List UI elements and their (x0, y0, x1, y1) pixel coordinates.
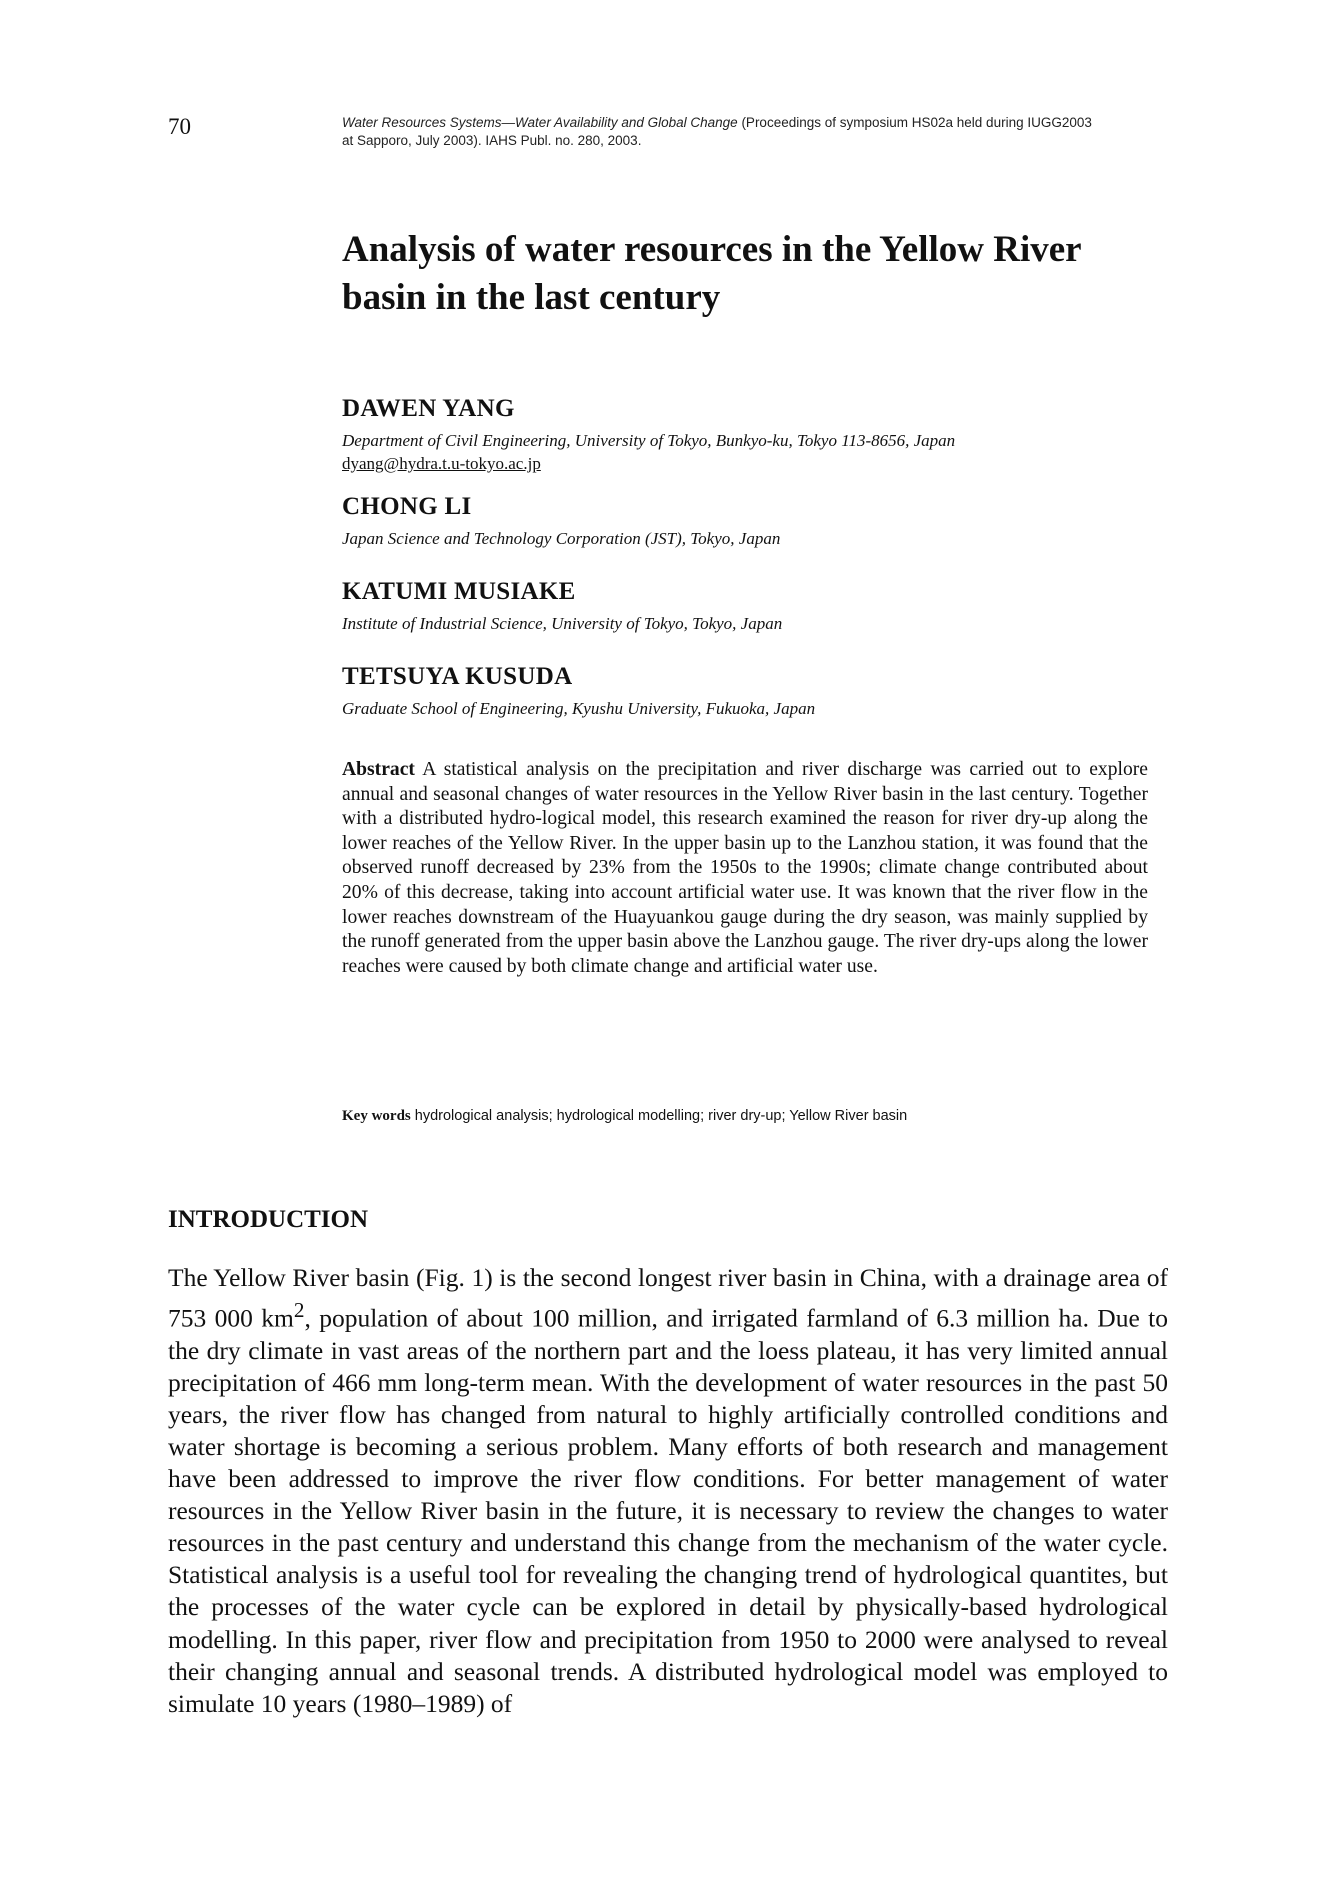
keywords (342, 1106, 1172, 1126)
keywords-label: Key words (342, 1108, 411, 1124)
paper-title: Analysis of water resources in the Yellow River basin in the last century (342, 229, 1081, 318)
introduction-paragraph (168, 1262, 1168, 1720)
superscript: 2 (293, 1298, 305, 1323)
author-affiliation: Department of Civil Engineering, University of Tokyo, Bunkyo-ku, Tokyo 113-8656, Japan (342, 431, 956, 450)
author-block (342, 394, 1162, 475)
author-name: TETSUYA KUSUDA (342, 663, 573, 690)
author-block (342, 492, 1162, 551)
author-name: KATUMI MUSIAKE (342, 578, 576, 605)
keywords-text: hydrological analysis; hydrological modelling; river dry-up; Yellow River basin (410, 1108, 908, 1124)
author-affiliation: Graduate School of Engineering, Kyushu University, Fukuoka, Japan (342, 699, 816, 718)
author-affiliation: Institute of Industrial Science, University of Tokyo, Tokyo, Japan (342, 614, 783, 633)
journal-details: (Proceedings of symposium HS02a held during IUGG2003 at Sapporo, July 2003). IAHS Publ. no. 280, 2003. (342, 115, 1092, 148)
paragraph-text: The Yellow River basin (Fig. 1) is the second longest river basin in China, with a drainage area of 753 000 km (168, 1263, 1168, 1333)
author-email-link[interactable]: dyang@hydra.t.u-tokyo.ac.jp (342, 454, 541, 473)
abstract-text: A statistical analysis on the precipitation and river discharge was carried out to explore annual and seasonal changes of water resources in the Yellow River basin in the last century. Together with a distributed hydro-logical model, this research examined the reason for river dry-up along the lower reaches of the Yellow River. In the upper basin up to the Lanzhou station, it was found that the observed runoff decreased by 23% from the 1950s to the 1990s; climate change contributed about 20% of this decrease, taking into account artificial water use. It was known that the river flow in the lower reaches downstream of the Huayuankou gauge during the dry season, was mainly supplied by the runoff generated from the upper basin above the Lanzhou gauge. The river dry-ups along the lower reaches were caused by both climate change and artificial water use. (342, 759, 1148, 977)
author-block (342, 662, 1162, 721)
journal-title: Water Resources Systems—Water Availability and Global Change (342, 115, 738, 130)
author-block (342, 577, 1162, 636)
author-affiliation: Japan Science and Technology Corporation (JST), Tokyo, Japan (342, 529, 781, 548)
page-number: 70 (168, 114, 191, 139)
author-name: CHONG LI (342, 493, 472, 520)
running-header (342, 114, 1102, 150)
abstract (342, 758, 1148, 979)
section-heading-introduction: INTRODUCTION (168, 1206, 369, 1233)
abstract-label: Abstract (342, 759, 415, 780)
paragraph-text-continued: , population of about 100 million, and irrigated farmland of 6.3 million ha. Due to the dry climate in vast areas of the northern part and the loess plateau, it has very limited annual precipitation of 466 mm long-term mean. With the development of water resources in the past 50 years, the river flow has changed from natural to highly artificially controlled conditions and water shortage is becoming a serious problem. Many efforts of both research and management have been addressed to improve the river flow conditions. For better management of water resources in the Yellow River basin in the future, it is necessary to review the changes to water resources in the past century and understand this change from the mechanism of the water cycle. Statistical analysis is a useful tool for revealing the changing trend of hydrological quantites, but the processes of the water cycle can be explored in detail by physically-based hydrological modelling. In this paper, river flow and precipitation from 1950 to 2000 were analysed to reveal their changing annual and seasonal trends. A distributed hydrological model was employed to simulate 10 years (1980–1989) of (168, 1303, 1168, 1718)
author-name: DAWEN YANG (342, 395, 515, 422)
